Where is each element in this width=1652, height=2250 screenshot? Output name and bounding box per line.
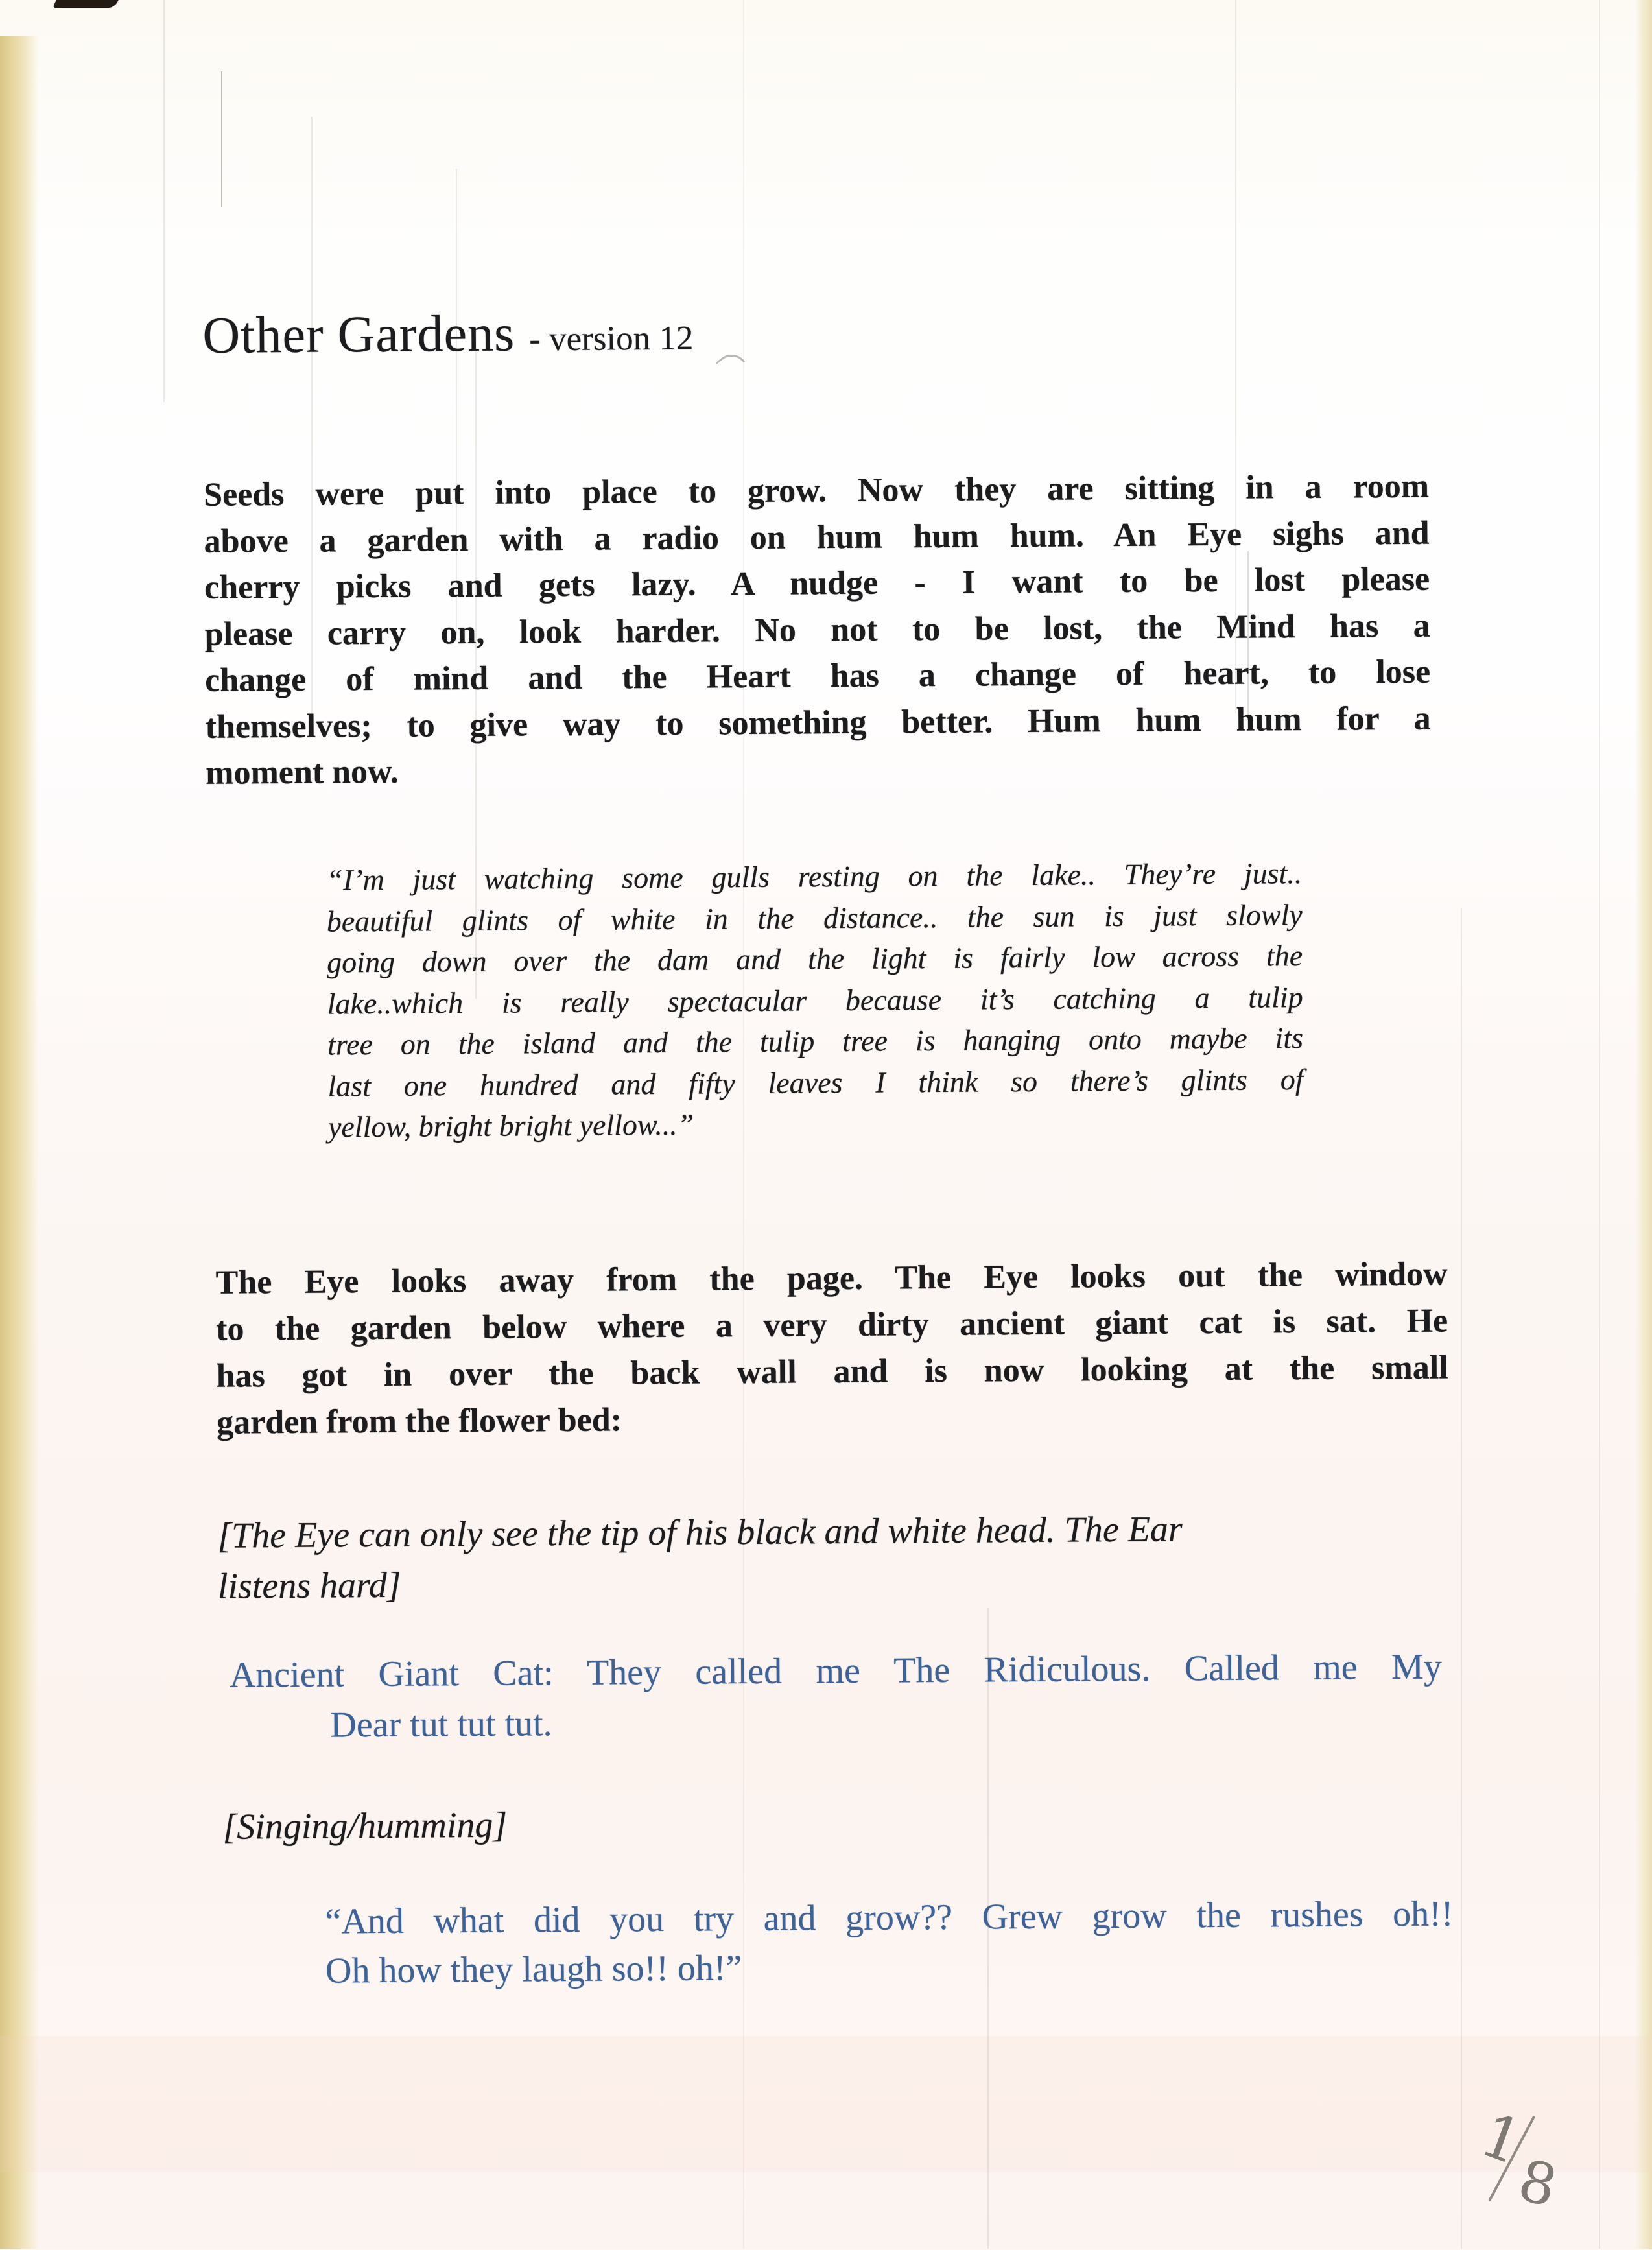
handwritten-page-number <box>1472 2100 1609 2238</box>
text-line: The Eye looks away from the page. The Eye looks out the window <box>215 1255 1448 1301</box>
document-title <box>202 307 693 362</box>
text-line: “I’m just watching some gulls resting on the lake.. They’re just.. <box>326 857 1303 897</box>
text-line: [The Eye can only see the tip of his black and white head. The Ear <box>217 1509 1183 1556</box>
paragraph-eye-looks <box>215 1251 1448 1447</box>
radio-quote <box>326 853 1304 1148</box>
text-line: themselves; to give way to something better. Hum hum hum for a <box>205 700 1431 746</box>
paragraph-seeds <box>204 464 1431 797</box>
text-line: Ancient Giant Cat: They called me The Ridiculous. Called me My <box>229 1646 1443 1696</box>
text-line: has got in over the back wall and is now looking at the small <box>216 1349 1448 1395</box>
text-line: [Singing/humming] <box>222 1805 508 1847</box>
text-line: please carry on, look harder. No not to be lost, the Mind has a <box>204 607 1430 653</box>
page-number-numerator: 1 <box>1472 2100 1531 2179</box>
cat-dialogue <box>230 1642 1443 1751</box>
text-line: Seeds were put into place to grow. Now they are sitting in a room <box>203 468 1430 514</box>
text-line: beautiful glints of white in the distance.. the sun is just slowly <box>326 897 1303 938</box>
text-line: above a garden with a radio on hum hum hum. An Eye sighs and <box>204 514 1430 560</box>
text-line: lake..which is really spectacular because it’s catching a tulip <box>327 980 1303 1021</box>
text-line: cherry picks and gets lazy. A nudge - I want to be lost please <box>204 560 1430 606</box>
text-line: moment now. <box>205 753 399 792</box>
title-text: Other Gardens <box>202 305 515 364</box>
text-line: change of mind and the Heart has a change of heart, to lose <box>204 653 1431 699</box>
text-line: yellow, bright bright yellow...” <box>327 1107 694 1144</box>
page-number-denominator: 8 <box>1512 2146 1564 2220</box>
stage-direction-singing <box>222 1793 1454 1852</box>
text-line: last one hundred and fifty leaves I think so there’s glints of <box>327 1062 1304 1103</box>
text-line: to the garden below where a very dirty ancient giant cat is sat. He <box>215 1302 1448 1348</box>
text-line: garden from the flower bed: <box>216 1401 622 1441</box>
text-line: tree on the island and the tulip tree is hanging onto maybe its <box>327 1021 1304 1061</box>
stage-direction-eye <box>217 1502 1463 1611</box>
song-quote <box>325 1889 1454 1995</box>
text-line: listens hard] <box>217 1565 401 1607</box>
text-line: going down over the dam and the light is fairly low across the <box>327 939 1303 979</box>
text-line: Oh how they laugh so!! oh!” <box>325 1948 742 1991</box>
text-line: “And what did you try and grow?? Grew grow the rushes oh!! <box>325 1893 1454 1942</box>
text-line: Dear tut tut tut. <box>330 1703 552 1746</box>
title-version: - version 12 <box>529 319 694 359</box>
